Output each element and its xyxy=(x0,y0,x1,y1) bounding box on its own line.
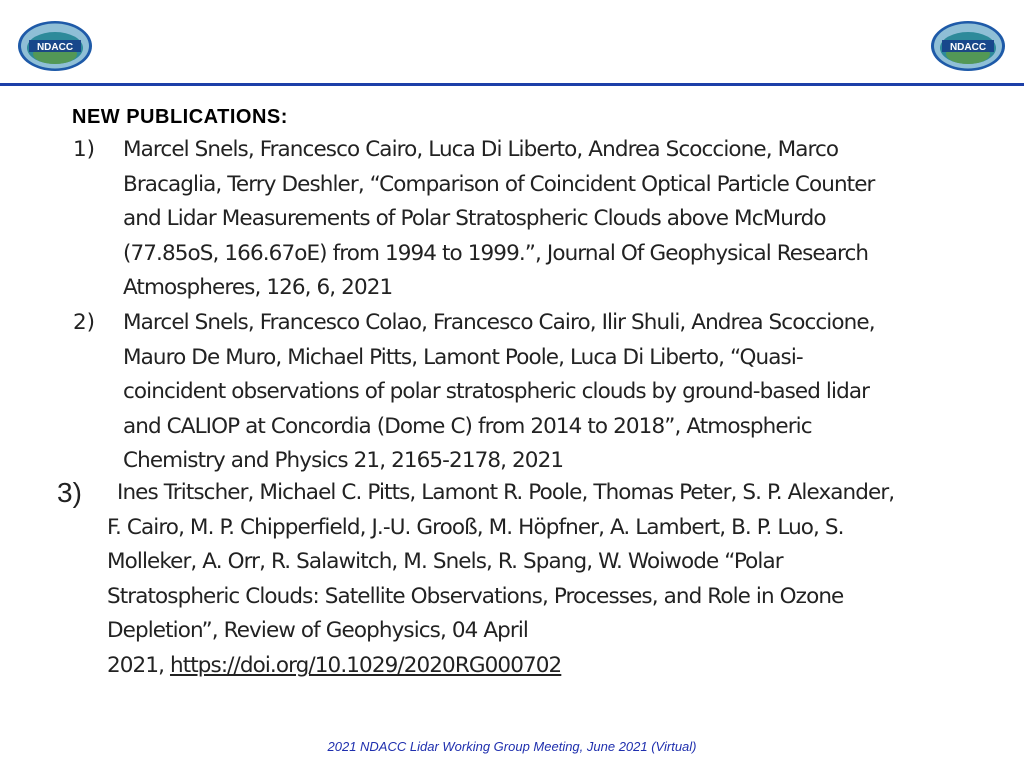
publication-2 xyxy=(123,306,875,479)
publication-2-line: Mauro De Muro, Michael Pitts, Lamont Poole, Luca Di Liberto, “Quasi- xyxy=(123,344,803,370)
publication-3-date-line xyxy=(107,649,894,684)
ndacc-logo-left-text: NDACC xyxy=(36,42,74,53)
publication-1-line: and Lidar Measurements of Polar Stratospheric Clouds above McMurdo xyxy=(123,206,826,231)
publication-1-line: Marcel Snels, Francesco Cairo, Luca Di Liberto, Andrea Scoccione, Marco xyxy=(123,137,839,162)
publication-3-line: F. Cairo, M. P. Chipperfield, J.-U. Grooß, M. Höpfner, A. Lambert, B. P. Luo, S. xyxy=(107,514,844,540)
publication-2-line: coincident observations of polar stratospheric clouds by ground-based lidar xyxy=(123,379,870,404)
publication-3-line: Ines Tritscher, Michael C. Pitts, Lamont R. Poole, Thomas Peter, S. P. Alexander, xyxy=(117,480,895,505)
publication-3 xyxy=(107,476,894,683)
ndacc-logo-right-text: NDACC xyxy=(949,42,987,53)
publication-3-number: 3) xyxy=(57,477,82,508)
publication-3-line: Molleker, A. Orr, R. Salawitch, M. Snels, R. Spang, W. Woiwode “Polar xyxy=(107,549,783,574)
publication-1-line: Atmospheres, 126, 6, 2021 xyxy=(123,275,393,300)
ndacc-logo-right-graphic xyxy=(930,20,1006,72)
publication-1-number: 1) xyxy=(73,137,96,162)
publication-2-line: and CALIOP at Concordia (Dome C) from 2014 to 2018”, Atmospheric xyxy=(123,413,812,439)
footer-text: 2021 NDACC Lidar Working Group Meeting, June 2021 (Virtual) xyxy=(327,739,697,754)
publication-1 xyxy=(123,133,874,306)
publication-2-line: Chemistry and Physics 21, 2165-2178, 2021 xyxy=(123,448,564,473)
ndacc-logo-left-graphic xyxy=(17,20,93,72)
page-title: NEW PUBLICATIONS: xyxy=(72,106,288,128)
publication-1-line: (77.85oS, 166.67oE) from 1994 to 1999.”, Journal Of Geophysical Research xyxy=(123,240,869,266)
publication-3-line: Depletion”, Review of Geophysics, 04 April xyxy=(107,618,528,643)
publication-2-line: Marcel Snels, Francesco Colao, Francesco Cairo, Ilir Shuli, Andrea Scoccione, xyxy=(123,310,875,335)
publication-3-date: 2021, xyxy=(107,652,170,678)
doi-link[interactable]: https://doi.org/10.1029/2020RG000702 xyxy=(169,652,562,678)
ndacc-logo-left xyxy=(17,20,93,72)
publication-2-number: 2) xyxy=(73,310,96,335)
header-divider xyxy=(0,83,1024,86)
publication-1-line: Bracaglia, Terry Deshler, “Comparison of Coincident Optical Particle Counter xyxy=(123,171,875,197)
publication-3-line: Stratospheric Clouds: Satellite Observations, Processes, and Role in Ozone xyxy=(107,583,844,609)
ndacc-logo-right xyxy=(930,20,1006,72)
